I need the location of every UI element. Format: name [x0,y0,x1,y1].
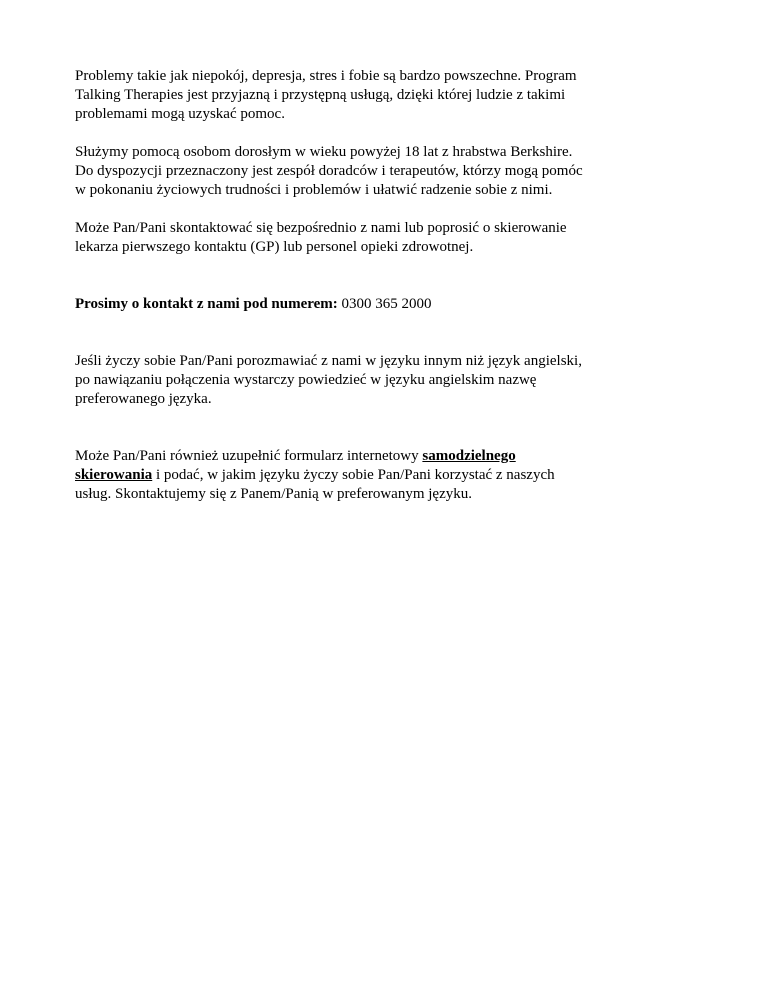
self-referral-paragraph [75,447,635,504]
intro-line-2: Talking Therapies jest przyjazną i przystępną usługą, dzięki której ludzie z takimi [75,87,566,103]
services-paragraph [75,143,635,200]
self-referral-line-1-text: Może Pan/Pani również uzupełnić formularz internetowy [75,448,419,464]
language-paragraph [75,352,635,409]
intro-line-3: problemami mogą uzyskać pomoc. [75,106,285,122]
self-referral-line-2-text: i podać, w jakim języku życzy sobie Pan/Pani korzystać z naszych [155,467,555,483]
services-line-2: Do dyspozycji przeznaczony jest zespół doradców i terapeutów, którzy mogą pomóc [75,163,583,179]
language-line-2: po nawiązaniu połączenia wystarczy powiedzieć w języku angielskim nazwę [75,372,537,388]
language-line-1: Jeśli życzy sobie Pan/Pani porozmawiać z nami w języku innym niż język angielski, [75,353,582,369]
self-referral-link-part-1[interactable]: samodzielnego [422,448,516,464]
referral-paragraph [75,219,635,257]
referral-line-2: lekarza pierwszego kontaktu (GP) lub personel opieki zdrowotnej. [75,239,474,255]
contact-phone: 0300 365 2000 [341,296,432,312]
self-referral-link-part-2[interactable]: skierowania [75,467,153,483]
services-line-1: Służymy pomocą osobom dorosłym w wieku powyżej 18 lat z hrabstwa Berkshire. [75,144,573,160]
intro-paragraph [75,67,635,124]
referral-line-1: Może Pan/Pani skontaktować się bezpośrednio z nami lub poprosić o skierowanie [75,220,567,236]
self-referral-line-3: usług. Skontaktujemy się z Panem/Panią w preferowanym języku. [75,486,472,502]
contact-label: Prosimy o kontakt z nami pod numerem: [75,296,338,312]
services-line-3: w pokonaniu życiowych trudności i problemów i ułatwić radzenie sobie z nimi. [75,182,553,198]
contact-paragraph [75,295,635,314]
document-body [75,67,635,504]
language-line-3: preferowanego języka. [75,391,212,407]
intro-line-1: Problemy takie jak niepokój, depresja, stres i fobie są bardzo powszechne. Program [75,68,577,84]
